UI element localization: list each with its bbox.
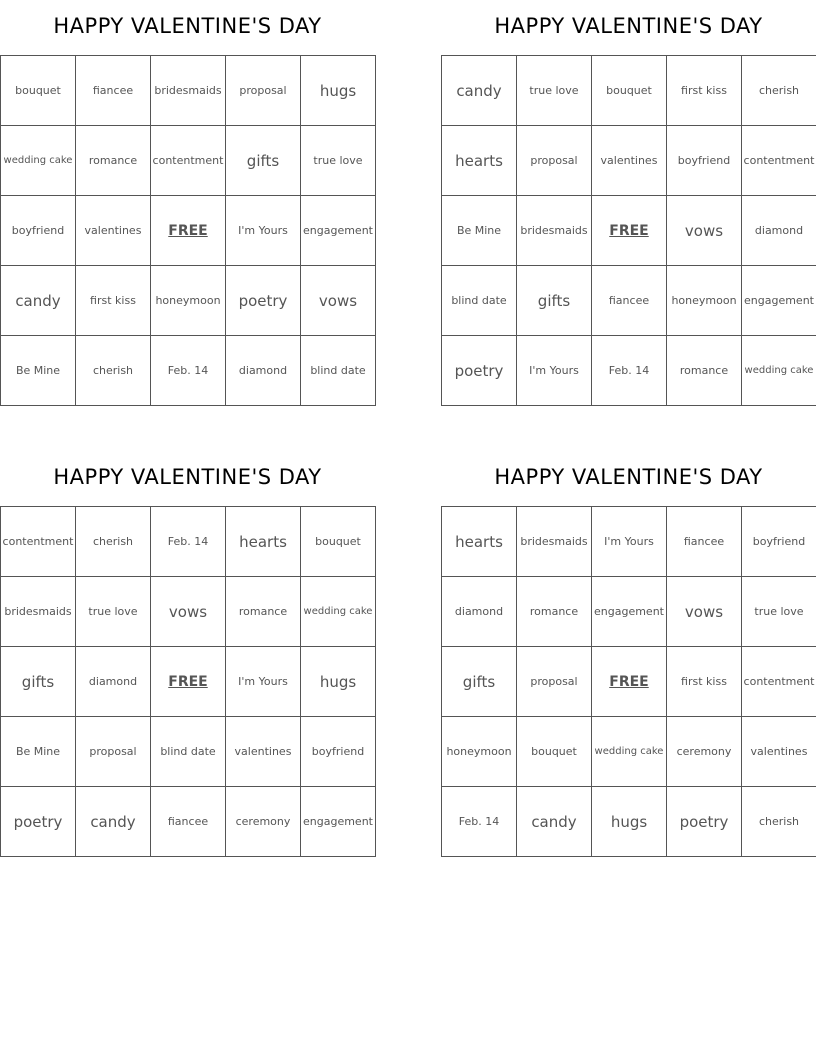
grid-cell: true love xyxy=(301,126,376,196)
grid-cell: first kiss xyxy=(667,56,742,126)
card-title: HAPPY VALENTINE'S DAY xyxy=(494,465,763,489)
grid-cell: valentines xyxy=(592,126,667,196)
grid-cell: blind date xyxy=(442,266,517,336)
grid-row xyxy=(1,336,376,406)
grid-cell: bouquet xyxy=(517,717,592,787)
card-title: HAPPY VALENTINE'S DAY xyxy=(494,14,763,38)
grid-cell: hearts xyxy=(226,507,301,577)
grid-row xyxy=(1,647,376,717)
grid-row xyxy=(1,717,376,787)
grid-cell: vows xyxy=(301,266,376,336)
grid-cell: fiancee xyxy=(151,787,226,857)
grid-row xyxy=(1,196,376,266)
bingo-grid xyxy=(441,55,816,406)
grid-cell: poetry xyxy=(1,787,76,857)
grid-cell: poetry xyxy=(667,787,742,857)
grid-cell: boyfriend xyxy=(742,507,816,577)
grid-cell: true love xyxy=(517,56,592,126)
grid-cell: gifts xyxy=(1,647,76,717)
grid-cell: engagement xyxy=(742,266,816,336)
grid-cell: diamond xyxy=(76,647,151,717)
grid-cell: romance xyxy=(667,336,742,406)
grid-cell: diamond xyxy=(742,196,816,266)
grid-row xyxy=(1,787,376,857)
grid-cell: wedding cake xyxy=(301,577,376,647)
card-title: HAPPY VALENTINE'S DAY xyxy=(53,14,322,38)
grid-row xyxy=(1,577,376,647)
grid-cell: bridesmaids xyxy=(517,507,592,577)
grid-cell: candy xyxy=(442,56,517,126)
grid-cell: Be Mine xyxy=(1,336,76,406)
grid-cell: diamond xyxy=(442,577,517,647)
grid-row xyxy=(442,507,816,577)
grid-row xyxy=(442,126,816,196)
grid-cell: honeymoon xyxy=(151,266,226,336)
grid-cell: bouquet xyxy=(1,56,76,126)
grid-cell: vows xyxy=(151,577,226,647)
grid-cell: hugs xyxy=(592,787,667,857)
grid-cell: I'm Yours xyxy=(592,507,667,577)
grid-cell: Feb. 14 xyxy=(592,336,667,406)
grid-cell: bridesmaids xyxy=(517,196,592,266)
grid-cell: true love xyxy=(742,577,816,647)
grid-cell: engagement xyxy=(301,196,376,266)
grid-cell: gifts xyxy=(442,647,517,717)
grid-cell: blind date xyxy=(151,717,226,787)
grid-cell: fiancee xyxy=(667,507,742,577)
grid-row xyxy=(1,507,376,577)
grid-cell: wedding cake xyxy=(1,126,76,196)
grid-cell: poetry xyxy=(442,336,517,406)
grid-cell: hearts xyxy=(442,126,517,196)
grid-cell: gifts xyxy=(517,266,592,336)
grid-cell: boyfriend xyxy=(667,126,742,196)
grid-cell: romance xyxy=(517,577,592,647)
grid-cell: fiancee xyxy=(592,266,667,336)
grid-row xyxy=(1,266,376,336)
grid-cell: cherish xyxy=(76,507,151,577)
grid-cell: first kiss xyxy=(667,647,742,717)
grid-row xyxy=(442,717,816,787)
grid-cell: contentment xyxy=(151,126,226,196)
grid-row xyxy=(442,787,816,857)
grid-cell: Feb. 14 xyxy=(151,507,226,577)
grid-cell: vows xyxy=(667,577,742,647)
grid-cell: proposal xyxy=(517,126,592,196)
free-space: FREE xyxy=(151,196,226,266)
grid-cell: hearts xyxy=(442,507,517,577)
grid-cell: true love xyxy=(76,577,151,647)
grid-cell: I'm Yours xyxy=(226,196,301,266)
free-space: FREE xyxy=(592,647,667,717)
grid-cell: cherish xyxy=(742,787,816,857)
grid-cell: fiancee xyxy=(76,56,151,126)
grid-cell: candy xyxy=(1,266,76,336)
grid-cell: gifts xyxy=(226,126,301,196)
grid-row xyxy=(442,196,816,266)
grid-cell: honeymoon xyxy=(442,717,517,787)
grid-row xyxy=(442,647,816,717)
grid-cell: cherish xyxy=(76,336,151,406)
grid-cell: ceremony xyxy=(226,787,301,857)
grid-row xyxy=(442,336,816,406)
grid-cell: Be Mine xyxy=(442,196,517,266)
grid-cell: bridesmaids xyxy=(1,577,76,647)
grid-cell: Be Mine xyxy=(1,717,76,787)
grid-cell: romance xyxy=(226,577,301,647)
grid-cell: wedding cake xyxy=(592,717,667,787)
grid-cell: candy xyxy=(76,787,151,857)
grid-cell: first kiss xyxy=(76,266,151,336)
grid-cell: valentines xyxy=(76,196,151,266)
grid-cell: contentment xyxy=(1,507,76,577)
grid-cell: contentment xyxy=(742,647,816,717)
free-space: FREE xyxy=(151,647,226,717)
grid-cell: proposal xyxy=(226,56,301,126)
grid-cell: proposal xyxy=(517,647,592,717)
grid-row xyxy=(1,56,376,126)
grid-cell: I'm Yours xyxy=(226,647,301,717)
grid-cell: valentines xyxy=(742,717,816,787)
grid-cell: contentment xyxy=(742,126,816,196)
grid-cell: wedding cake xyxy=(742,336,816,406)
grid-cell: ceremony xyxy=(667,717,742,787)
grid-cell: cherish xyxy=(742,56,816,126)
grid-cell: engagement xyxy=(592,577,667,647)
grid-cell: Feb. 14 xyxy=(151,336,226,406)
grid-cell: candy xyxy=(517,787,592,857)
grid-cell: hugs xyxy=(301,647,376,717)
grid-cell: vows xyxy=(667,196,742,266)
grid-cell: bridesmaids xyxy=(151,56,226,126)
grid-cell: poetry xyxy=(226,266,301,336)
bingo-grid xyxy=(441,506,816,857)
grid-cell: boyfriend xyxy=(301,717,376,787)
grid-cell: hugs xyxy=(301,56,376,126)
grid-row xyxy=(442,577,816,647)
grid-row xyxy=(442,266,816,336)
grid-cell: Feb. 14 xyxy=(442,787,517,857)
grid-cell: blind date xyxy=(301,336,376,406)
grid-row xyxy=(1,126,376,196)
grid-cell: boyfriend xyxy=(1,196,76,266)
grid-cell: romance xyxy=(76,126,151,196)
grid-cell: proposal xyxy=(76,717,151,787)
card-title: HAPPY VALENTINE'S DAY xyxy=(53,465,322,489)
bingo-grid xyxy=(0,506,376,857)
grid-cell: honeymoon xyxy=(667,266,742,336)
grid-cell: I'm Yours xyxy=(517,336,592,406)
grid-cell: valentines xyxy=(226,717,301,787)
bingo-grid xyxy=(0,55,376,406)
grid-cell: engagement xyxy=(301,787,376,857)
free-space: FREE xyxy=(592,196,667,266)
grid-cell: diamond xyxy=(226,336,301,406)
grid-cell: bouquet xyxy=(592,56,667,126)
grid-cell: bouquet xyxy=(301,507,376,577)
grid-row xyxy=(442,56,816,126)
